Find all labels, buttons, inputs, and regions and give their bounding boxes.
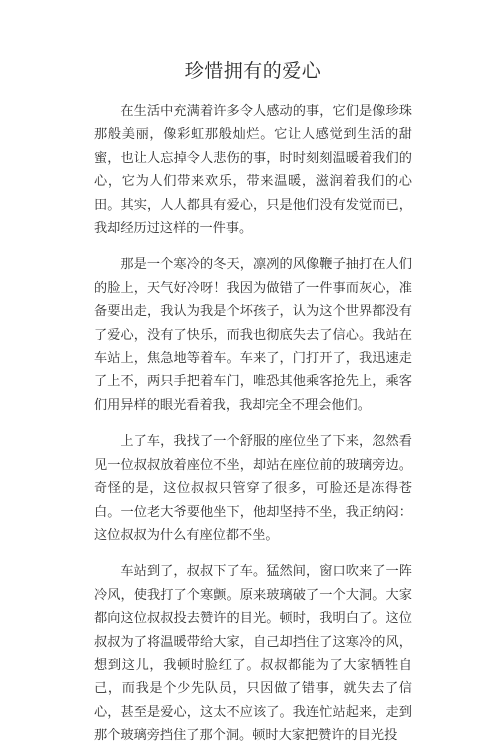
paragraph-3: 上了车，我找了一个舒服的座位坐了下来，忽然看见一位叔叔放着座位不坐，却站在座位前的玻璃旁边。奇怪的是，这位叔叔只管穿了很多，可脸还是冻得苍白。一位老大爷要他坐下，他却坚持不坐，我正纳闷：这位叔叔为什么有座位都不坐。 — [94, 434, 412, 543]
article-title: 珍惜拥有的爱心 — [184, 60, 322, 82]
paragraph-4: 车站到了，叔叔下了车。猛然间，窗口吹来了一阵冷风，使我打了个寒颤。原来玻璃破了一个大洞。大家都向这位叔叔投去赞许的目光。顿时，我明白了。这位叔叔为了将温暖带给大家，自己却挡住了这寒冷的风，想到这儿，我顿时脸红了。叔叔都能为了大家牺牲自己，而我是个少先队员，只因做了错事，就失去了信心，甚至是爱心，这太不应该了。我连忙站起来，走到那个玻璃旁挡住了那个洞。顿时大家把赞许的目光投 — [94, 564, 412, 744]
paragraph-2: 那是一个寒冷的冬天，凛冽的风像鞭子抽打在人们的脸上，天气好冷呀！我因为做错了一件事而灰心，准备要出走，我认为我是个坏孩子，认为这个世界都没有了爱心，没有了快乐，而我也彻底失去了信心。我站在车站上，焦急地等着车。车来了，门打开了，我迅速走了上不，两只手把着车门，唯恐其他乘客抢先上，乘客们用异样的眼光看着我，我却完全不理会他们。 — [94, 257, 412, 413]
paragraph-1: 在生活中充满着许多令人感动的事，它们是像珍珠那般美丽，像彩虹那般灿烂。它让人感觉到生活的甜蜜，也让人忘掉令人悲伤的事，时时刻刻温暖着我们的心，它为人们带来欢乐，带来温暖，滋润着我们的心田。其实，人人都具有爱心，只是他们没有发觉而已，我却经历过这样的一件事。 — [94, 104, 412, 237]
